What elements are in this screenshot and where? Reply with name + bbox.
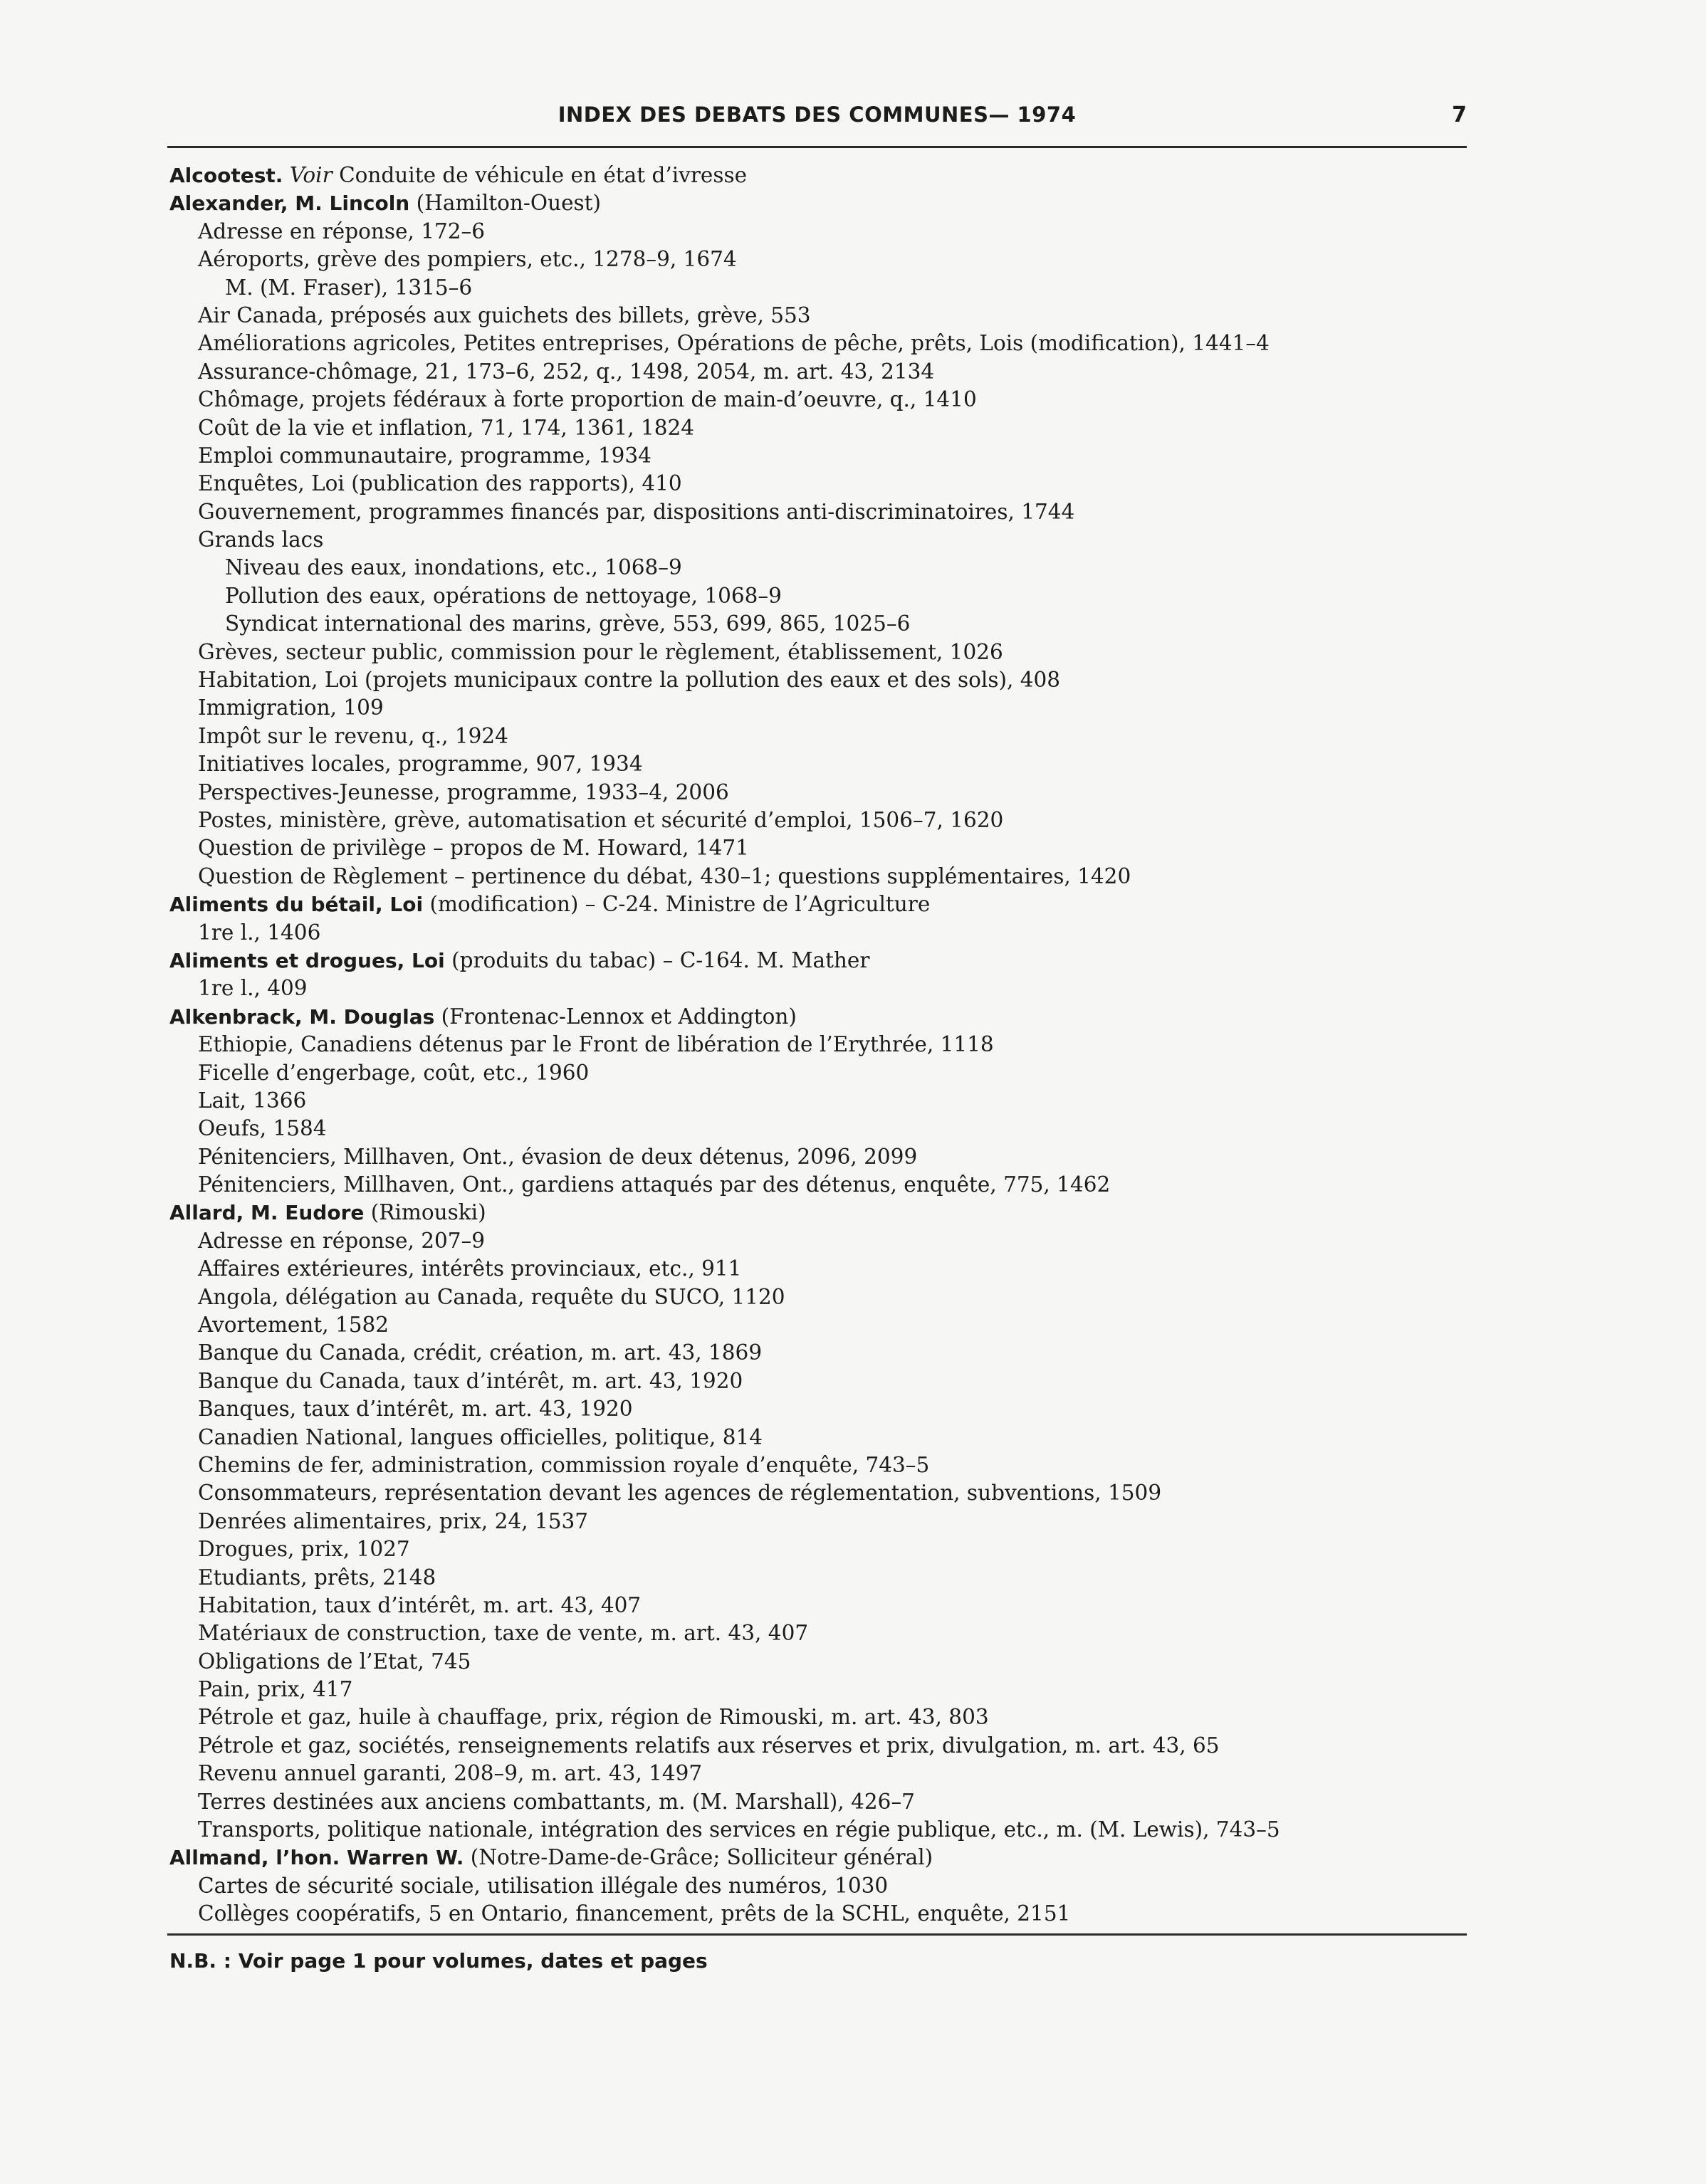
index-subentry: [169, 1760, 1465, 1787]
header-rule: [167, 146, 1467, 148]
index-subentry: [169, 386, 1465, 414]
entry-text: Pénitenciers, Millhaven, Ont., gardiens attaqués par des détenus, enquête, 775, 1462: [198, 1172, 1111, 1197]
entry-text: Lait, 1366: [198, 1088, 307, 1113]
index-subentry: [169, 723, 1465, 750]
index-subentry: [169, 1592, 1465, 1619]
footer-note: N.B. : Voir page 1 pour volumes, dates et pages: [169, 1949, 708, 1973]
entry-text: Perspectives-Jeunesse, programme, 1933–4, 2006: [198, 779, 729, 804]
entry-text: Gouvernement, programmes financés par, dispositions anti-discriminatoires, 1744: [198, 499, 1075, 524]
entry-text: Banque du Canada, crédit, création, m. art. 43, 1869: [198, 1340, 763, 1365]
entry-text: Habitation, taux d’intérêt, m. art. 43, 407: [198, 1592, 642, 1617]
index-heading-entry: [169, 1003, 1465, 1031]
index-subentry: [169, 470, 1465, 498]
entry-text: (produits du tabac) – C-164. M. Mather: [451, 947, 870, 972]
index-subentry: [169, 1395, 1465, 1423]
index-subentry: [169, 750, 1465, 778]
entry-text: Pétrole et gaz, sociétés, renseignements relatifs aux réserves et prix, divulgation, m. art. 43, 65: [198, 1733, 1220, 1758]
index-subentry: [169, 1255, 1465, 1283]
index-subentry: [169, 218, 1465, 246]
entry-text: Consommateurs, représentation devant les agences de réglementation, subventions, 1509: [198, 1481, 1162, 1506]
entry-text: Niveau des eaux, inondations, etc., 1068–9: [225, 555, 682, 580]
entry-heading: Alcootest.: [169, 164, 283, 187]
entry-text: Question de privilège – propos de M. Howard, 1471: [198, 836, 749, 861]
index-subentry: [169, 1648, 1465, 1676]
index-subentry: [169, 1788, 1465, 1816]
index-subentry: [169, 1311, 1465, 1339]
index-subentry: [169, 1283, 1465, 1311]
entry-text: 1re l., 409: [198, 976, 308, 1001]
entry-text: Initiatives locales, programme, 907, 1934: [198, 752, 643, 777]
index-subentry: [169, 1087, 1465, 1115]
entry-text: Oeufs, 1584: [198, 1116, 327, 1141]
index-subentry: [169, 975, 1465, 1002]
index-subentry: [169, 694, 1465, 722]
entry-text: Grands lacs: [198, 527, 324, 552]
index-heading-entry: [169, 189, 1465, 217]
entry-text: Enquêtes, Loi (publication des rapports), 410: [198, 471, 682, 496]
index-subentry: [169, 302, 1465, 330]
index-subentry: [169, 330, 1465, 357]
entry-text: Aéroports, grève des pompiers, etc., 1278–9, 1674: [198, 247, 737, 272]
index-subentry: [169, 1339, 1465, 1367]
index-subentry: [169, 526, 1465, 554]
entry-text: Ficelle d’engerbage, coût, etc., 1960: [198, 1060, 590, 1085]
page-number: 7: [1452, 103, 1467, 127]
entry-text: Immigration, 109: [198, 695, 384, 720]
entry-text: 1re l., 1406: [198, 920, 321, 945]
entry-text: Etudiants, prêts, 2148: [198, 1565, 436, 1590]
entry-heading: Aliments et drogues, Loi: [169, 948, 445, 972]
entry-text: Ethiopie, Canadiens détenus par le Front de libération de l’Erythrée, 1118: [198, 1032, 994, 1057]
entry-text: Emploi communautaire, programme, 1934: [198, 443, 651, 468]
index-subentry: [169, 919, 1465, 947]
index-subentry: [169, 1732, 1465, 1760]
index-heading-entry: [169, 1844, 1465, 1871]
index-subentry: [169, 1424, 1465, 1451]
index-subentry: [169, 1367, 1465, 1395]
index-subentry: [169, 1872, 1465, 1900]
index-subentry: [169, 1227, 1465, 1255]
index-subentry: [169, 807, 1465, 834]
entry-text: M. (M. Fraser), 1315–6: [225, 275, 473, 300]
index-subentry: [169, 1059, 1465, 1087]
entry-text: Pétrole et gaz, huile à chauffage, prix, région de Rimouski, m. art. 43, 803: [198, 1705, 989, 1730]
entry-text: (modification) – C-24. Ministre de l’Agriculture: [429, 892, 931, 917]
index-subentry: [169, 1900, 1465, 1928]
index-subentry: [169, 1703, 1465, 1731]
entry-text: Denrées alimentaires, prix, 24, 1537: [198, 1508, 589, 1533]
index-subentry: [169, 1619, 1465, 1647]
index-subentry: [169, 863, 1465, 891]
entry-text: Impôt sur le revenu, q., 1924: [198, 723, 508, 748]
index-heading-entry: [169, 162, 1465, 189]
index-subentry: [169, 1143, 1465, 1171]
index-subentry: [169, 442, 1465, 470]
entry-text: Postes, ministère, grève, automatisation et sécurité d’emploi, 1506–7, 1620: [198, 807, 1004, 832]
entry-text: Chemins de fer, administration, commission royale d’enquête, 743–5: [198, 1452, 930, 1477]
entry-text: Air Canada, préposés aux guichets des billets, grève, 553: [198, 303, 811, 327]
page-title: INDEX DES DEBATS DES COMMUNES— 1974: [558, 103, 1077, 127]
entry-text: Revenu annuel garanti, 208–9, m. art. 43, 1497: [198, 1761, 703, 1786]
index-subentry: [169, 779, 1465, 807]
index-subentry: [169, 582, 1465, 610]
entry-text: (Frontenac-Lennox et Addington): [441, 1004, 797, 1029]
entry-text: Coût de la vie et inflation, 71, 174, 1361, 1824: [198, 415, 695, 440]
entry-text: Adresse en réponse, 172–6: [198, 219, 486, 243]
entry-text: Drogues, prix, 1027: [198, 1537, 410, 1562]
index-subentry: [169, 1451, 1465, 1479]
index-subentry: [169, 358, 1465, 386]
entry-text: Collèges coopératifs, 5 en Ontario, financement, prêts de la SCHL, enquête, 2151: [198, 1901, 1071, 1926]
entry-text: Affaires extérieures, intérêts provinciaux, etc., 911: [198, 1256, 742, 1281]
entry-text: Adresse en réponse, 207–9: [198, 1228, 486, 1253]
entry-text: Matériaux de construction, taxe de vente, m. art. 43, 407: [198, 1621, 809, 1646]
index-subentry: [169, 834, 1465, 862]
entry-text: Avortement, 1582: [198, 1313, 389, 1338]
index-subentry: [169, 274, 1465, 302]
entry-text: (Rimouski): [370, 1200, 486, 1225]
entry-heading: Alkenbrack, M. Douglas: [169, 1004, 435, 1029]
entry-text: Banques, taux d’intérêt, m. art. 43, 1920: [198, 1397, 633, 1422]
entry-text: (Notre-Dame-de-Grâce; Solliciteur général): [470, 1845, 933, 1870]
index-heading-entry: [169, 1199, 1465, 1227]
entry-text: Habitation, Loi (projets municipaux contre la pollution des eaux et des sols), 408: [198, 668, 1061, 693]
index-heading-entry: [169, 891, 1465, 918]
index-subentry: [169, 1564, 1465, 1592]
index-subentry: [169, 1816, 1465, 1844]
index-subentry: [169, 414, 1465, 442]
entry-text: Assurance-chômage, 21, 173–6, 252, q., 1498, 2054, m. art. 43, 2134: [198, 359, 935, 384]
entry-text: Syndicat international des marins, grève, 553, 699, 865, 1025–6: [225, 611, 911, 636]
entry-text: Transports, politique nationale, intégration des services en régie publique, etc., m. (M. Lewis), 743–5: [198, 1817, 1280, 1842]
index-subentry: [169, 1171, 1465, 1199]
entry-text: Terres destinées aux anciens combattants, m. (M. Marshall), 426–7: [198, 1789, 915, 1814]
entry-text: Banque du Canada, taux d’intérêt, m. art. 43, 1920: [198, 1368, 743, 1393]
entry-heading: Allmand, l’hon. Warren W.: [169, 1846, 464, 1870]
index-subentry: [169, 554, 1465, 582]
index-subentry: [169, 1508, 1465, 1535]
index-entries: [169, 162, 1465, 1928]
index-subentry: [169, 639, 1465, 666]
index-subentry: [169, 1115, 1465, 1143]
index-subentry: [169, 1535, 1465, 1563]
index-subentry: [169, 246, 1465, 273]
entry-text: Chômage, projets fédéraux à forte proportion de main-d’oeuvre, q., 1410: [198, 387, 977, 412]
entry-text: Conduite de véhicule en état d’ivresse: [332, 163, 748, 187]
entry-text: Pain, prix, 417: [198, 1677, 353, 1702]
index-subentry: [169, 1031, 1465, 1059]
entry-text: Canadien National, langues officielles, politique, 814: [198, 1424, 763, 1449]
entry-text: Question de Règlement – pertinence du débat, 430–1; questions supplémentaires, 1420: [198, 863, 1131, 888]
index-heading-entry: [169, 947, 1465, 975]
index-subentry: [169, 498, 1465, 526]
index-subentry: [169, 610, 1465, 638]
index-subentry: [169, 1479, 1465, 1507]
entry-text: Cartes de sécurité sociale, utilisation illégale des numéros, 1030: [198, 1873, 889, 1898]
entry-heading: Alexander, M. Lincoln: [169, 191, 410, 216]
entry-text: Pénitenciers, Millhaven, Ont., évasion de deux détenus, 2096, 2099: [198, 1144, 918, 1169]
entry-text: Améliorations agricoles, Petites entreprises, Opérations de pêche, prêts, Lois (modification), 1441–4: [198, 331, 1270, 356]
entry-text: Pollution des eaux, opérations de nettoyage, 1068–9: [225, 583, 782, 608]
entry-heading: Aliments du bétail, Loi: [169, 893, 424, 917]
entry-text: Angola, délégation au Canada, requête du SUCO, 1120: [198, 1284, 785, 1309]
index-subentry: [169, 666, 1465, 694]
entry-see-reference: Voir: [289, 163, 333, 187]
entry-heading: Allard, M. Eudore: [169, 1201, 365, 1225]
footer-rule: [167, 1933, 1467, 1936]
entry-text: Obligations de l’Etat, 745: [198, 1649, 471, 1674]
entry-text: (Hamilton-Ouest): [416, 191, 602, 216]
page-header: [167, 100, 1467, 135]
entry-text: Grèves, secteur public, commission pour le règlement, établissement, 1026: [198, 639, 1003, 664]
index-subentry: [169, 1676, 1465, 1703]
